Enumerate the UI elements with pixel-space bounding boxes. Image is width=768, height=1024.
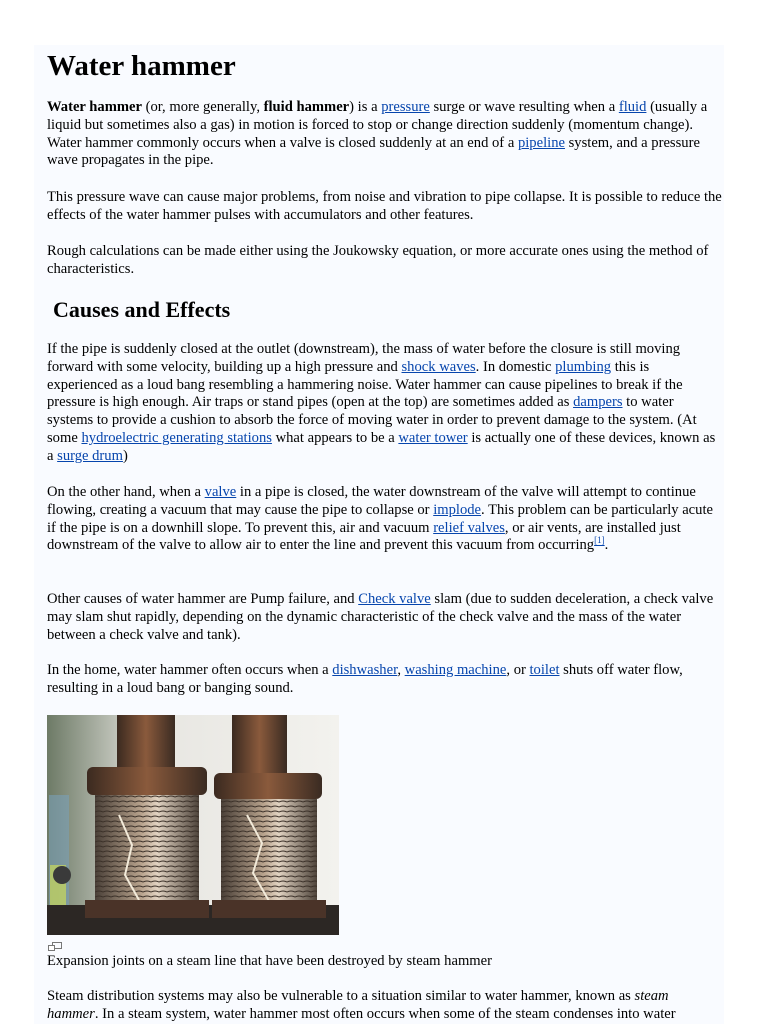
- paragraph-home: In the home, water hammer often occurs when a dishwasher, washing machine, or toilet shuts off water flow, resulting in a loud bang or banging sound.: [47, 662, 683, 696]
- link-pressure[interactable]: pressure: [381, 99, 430, 115]
- bold-term: Water hammer: [47, 99, 142, 115]
- page-title: Water hammer: [47, 50, 236, 82]
- intro-paragraph: Water hammer (or, more generally, fluid hammer) is a pressure surge or wave resulting when a fluid (usually a liquid but sometimes also a gas) in motion is forced to stop or change direction suddenly (momentum change). Water hammer commonly occurs when a valve is closed suddenly at an end of a pipeline system, and a pressure wave propagates in the pipe.: [47, 99, 708, 169]
- link-surge-drum[interactable]: surge drum: [57, 447, 123, 464]
- link-water-tower[interactable]: water tower: [398, 429, 468, 446]
- figure-caption: Expansion joints on a steam line that have been destroyed by steam hammer: [47, 953, 492, 969]
- link-washing-machine[interactable]: washing machine: [404, 662, 507, 678]
- italic-term: steam hammer: [47, 988, 669, 1022]
- link-plumbing[interactable]: plumbing: [555, 358, 612, 375]
- link-hydroelectric[interactable]: hydroelectric generating stations: [81, 429, 272, 446]
- link-check-valve[interactable]: Check valve: [358, 591, 431, 607]
- link-pipeline[interactable]: pipeline: [517, 134, 565, 151]
- link-relief-valves[interactable]: relief valves: [433, 519, 505, 536]
- photo-illustration: [47, 715, 339, 935]
- paragraph-steam: Steam distribution systems may also be vulnerable to a situation similar to water hammer, known as steam hammer. In a steam system, water hammer most often occurs when some of the steam condenses into water: [47, 988, 676, 1022]
- paragraph-pressure-wave: This pressure wave can cause major problems, from noise and vibration to pipe collapse. It is possible to reduce the effects of the water hammer pulses with accumulators and other features.: [47, 189, 722, 223]
- section-heading: Causes and Effects: [53, 297, 231, 322]
- expansion-joint-photo[interactable]: [47, 715, 339, 935]
- link-valve[interactable]: valve: [204, 484, 237, 500]
- paragraph-causes: If the pipe is suddenly closed at the outlet (downstream), the mass of water before the closure is still moving forward with some velocity, building up a high pressure and shock waves. In domestic plumbing this is experienced as a loud bang resembling a hammering noise. Water hammer can cause pipelines to break if the pressure is high enough. Air traps or stand pipes (open at the top) are sometimes added as dampers to water systems to provide a cushion to absorb the force of moving water in order to prevent damage to the system. (At some hydroelectric generating stations what appears to be a water tower is actually one of these devices, known as a surge drum): [47, 341, 716, 464]
- link-dampers[interactable]: dampers: [573, 394, 623, 411]
- paragraph-other-causes: Other causes of water hammer are Pump failure, and Check valve slam (due to sudden deceleration, a check valve may slam shut rapidly, depending on the dynamic characteristic of the check valve and the mass of the water between a check valve and tank).: [47, 591, 714, 643]
- reference-link[interactable]: [1]: [594, 535, 605, 546]
- magnify-icon[interactable]: [48, 940, 62, 950]
- link-shock-waves[interactable]: shock waves: [401, 358, 476, 375]
- link-dishwasher[interactable]: dishwasher: [332, 662, 398, 678]
- link-toilet[interactable]: toilet: [529, 662, 560, 678]
- link-fluid[interactable]: fluid: [618, 99, 647, 115]
- paragraph-valve: On the other hand, when a valve in a pipe is closed, the water downstream of the valve will attempt to continue flowing, creating a vacuum that may cause the pipe to collapse or implode. This problem can be particularly acute if the pipe is on a downhill slope. To prevent this, air and vacuum relief valves, or air vents, are installed just downstream of the valve to allow air to enter the line and prevent this vacuum from occurring[1].: [47, 484, 713, 554]
- paragraph-calculations: Rough calculations can be made either using the Joukowsky equation, or more accurate ones using the method of characteristics.: [47, 243, 709, 277]
- link-implode[interactable]: implode: [433, 501, 482, 518]
- bold-term: fluid hammer: [263, 99, 350, 115]
